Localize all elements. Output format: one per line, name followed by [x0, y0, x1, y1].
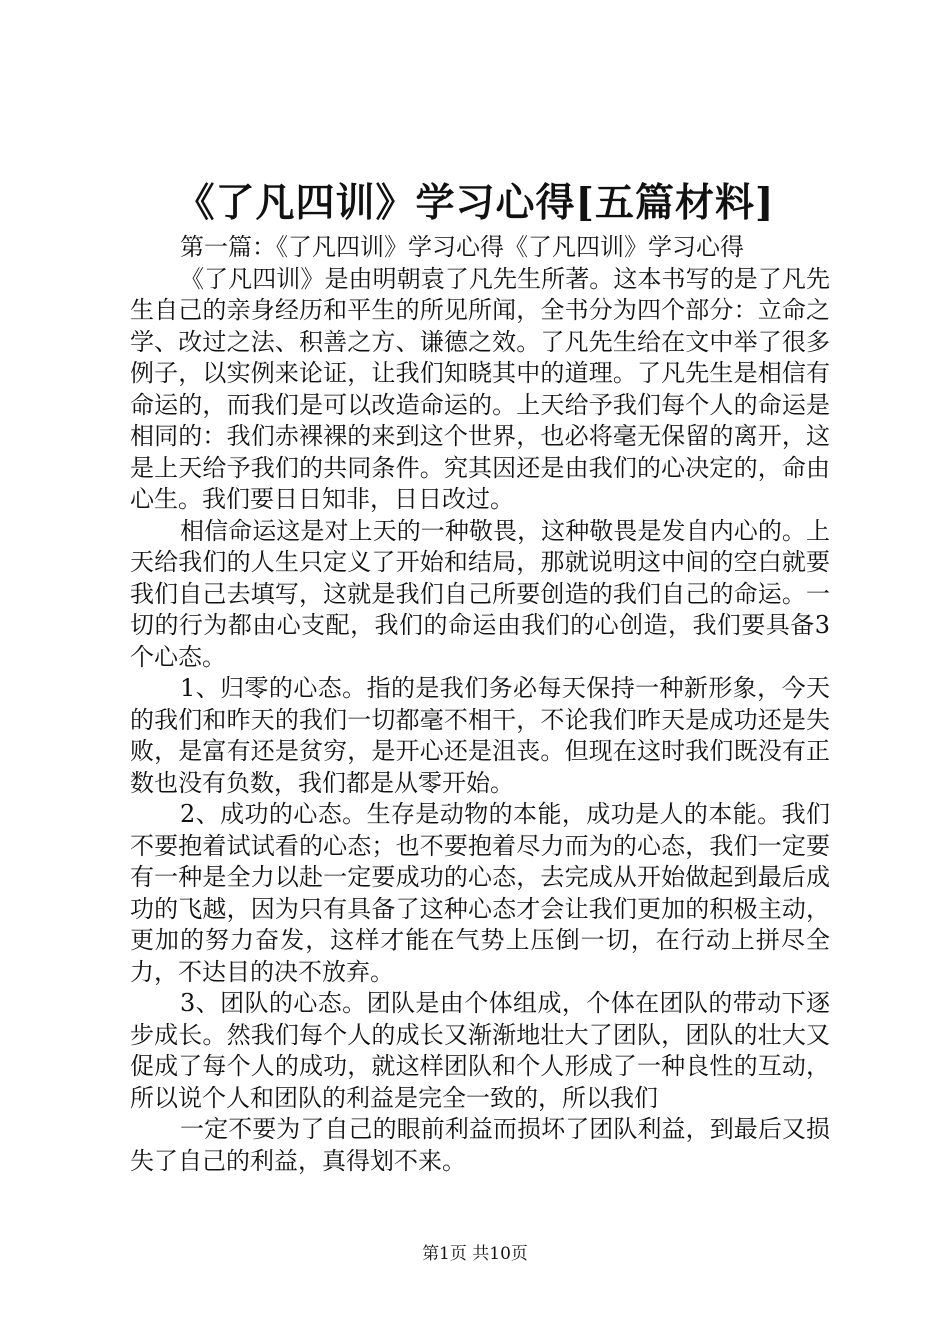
paragraph-team-mindset: 3、团队的心态。团队是由个体组成，个体在团队的带动下逐步成长。然我们每个人的成长又渐渐地壮大了团队，团队的壮大又促成了每个人的成功，就这样团队和个人形成了一种良性的互动，所以说个人和团队的利益是完全一致的，所以我们: [130, 989, 830, 1112]
section-heading: 第一篇：《了凡四训》学习心得《了凡四训》学习心得: [180, 233, 744, 261]
paragraph-team-conclusion: 一定不要为了自己的眼前利益而损坏了团队利益，到最后又损失了自己的利益，真得划不来。: [130, 1115, 830, 1175]
paragraph-intro: 《了凡四训》是由明朝袁了凡先生所著。这本书写的是了凡先生自己的亲身经历和平生的所见所闻，全书分为四个部分：立命之学、改过之法、积善之方、谦德之效。了凡先生给在文中举了很多例子，以实例来论证，让我们知晓其中的道理。了凡先生是相信有命运的，而我们是可以改造命运的。上天给予我们每个人的命运是相同的：我们赤裸裸的来到这个世界，也必将毫无保留的离开，这是上天给予我们的共同条件。究其因还是由我们的心决定的，命由心生。我们要日日知非，日日改过。: [130, 264, 830, 513]
paragraph-zero-mindset: 1、归零的心态。指的是我们务必每天保持一种新形象，今天的我们和昨天的我们一切都毫不相干，不论我们昨天是成功还是失败，是富有还是贫穷，是开心还是沮丧。但现在这时我们既没有正数也没有负数，我们都是从零开始。: [130, 674, 830, 797]
paragraph-destiny: 相信命运这是对上天的一种敬畏，这种敬畏是发自内心的。上天给我们的人生只定义了开始和结局，那就说明这中间的空白就要我们自己去填写，这就是我们自己所要创造的我们自己的命运。一切的行为都由心支配，我们的命运由我们的心创造，我们要具备3个心态。: [130, 516, 830, 671]
page-number-footer: 第1页 共10页: [422, 1244, 528, 1264]
document-body: [130, 232, 830, 1177]
document-title: 《了凡四训》学习心得[五篇材料]: [175, 180, 775, 226]
paragraph-success-mindset: 2、成功的心态。生存是动物的本能，成功是人的本能。我们不要抱着试试看的心态；也不要抱着尽力而为的心态，我们一定要有一种是全力以赴一定要成功的心态，去完成从开始做起到最后成功的飞越，因为只有具备了这种心态才会让我们更加的积极主动，更加的努力奋发，这样才能在气势上压倒一切，在行动上拼尽全力，不达目的决不放弃。: [130, 800, 830, 986]
